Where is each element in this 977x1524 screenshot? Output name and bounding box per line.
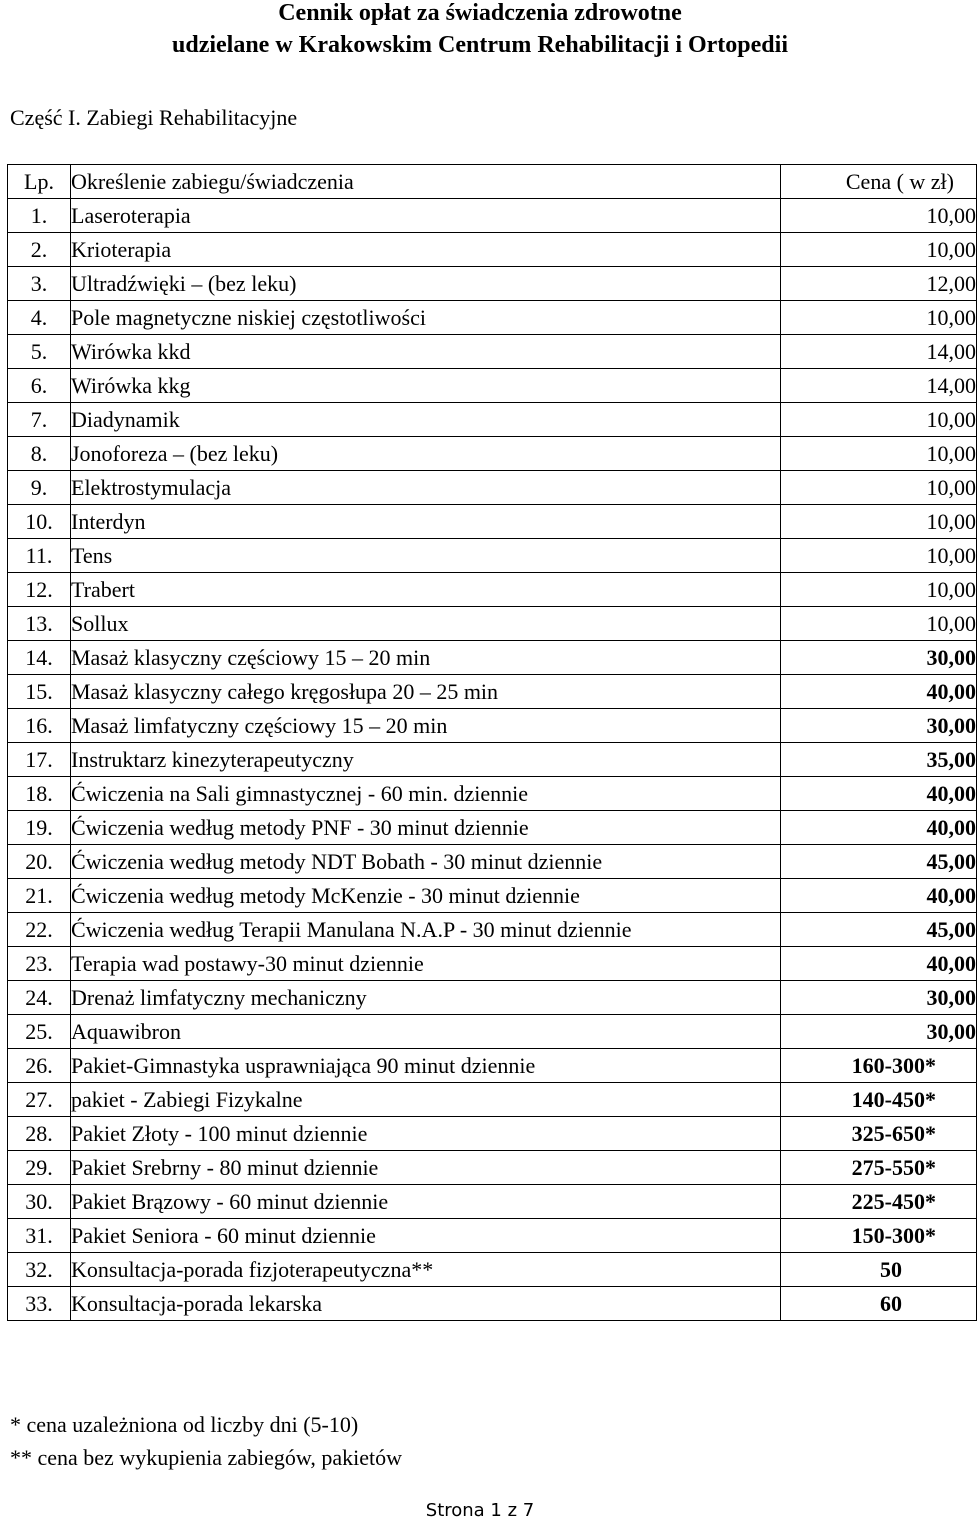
service-price: 40,00 [781,675,977,709]
table-row [8,845,977,879]
row-number: 17. [8,743,71,777]
service-name: Ćwiczenia według metody NDT Bobath - 30 minut dziennie [71,845,781,879]
table-row [8,1015,977,1049]
service-name: Masaż klasyczny częściowy 15 – 20 min [71,641,781,675]
service-name: pakiet - Zabiegi Fizykalne [71,1083,781,1117]
table-row [8,1185,977,1219]
service-name: Drenaż limfatyczny mechaniczny [71,981,781,1015]
service-price: 12,00 [781,267,977,301]
service-price: 35,00 [781,743,977,777]
service-name: Diadynamik [71,403,781,437]
service-name: Pakiet Złoty - 100 minut dziennie [71,1117,781,1151]
footnote-double-asterisk: ** cena bez wykupienia zabiegów, pakietów [10,1445,402,1470]
service-name: Trabert [71,573,781,607]
service-name: Ćwiczenia według metody PNF - 30 minut dziennie [71,811,781,845]
service-name: Aquawibron [71,1015,781,1049]
table-row [8,573,977,607]
row-number: 10. [8,505,71,539]
table-row [8,1287,977,1321]
row-number: 14. [8,641,71,675]
row-number: 33. [8,1287,71,1321]
service-price: 30,00 [781,981,977,1015]
service-price: 45,00 [781,913,977,947]
price-table [7,164,977,1321]
service-price: 10,00 [781,573,977,607]
service-name: Konsultacja-porada lekarska [71,1287,781,1321]
table-row [8,199,977,233]
row-number: 21. [8,879,71,913]
service-price: 40,00 [781,947,977,981]
service-name: Pole magnetyczne niskiej częstotliwości [71,301,781,335]
document-title-line-1: Cennik opłat za świadczenia zdrowotne [278,0,682,26]
table-row [8,471,977,505]
header-lp: Lp. [8,165,71,199]
table-row [8,1049,977,1083]
row-number: 23. [8,947,71,981]
service-price: 10,00 [781,471,977,505]
service-name: Ćwiczenia według metody McKenzie - 30 minut dziennie [71,879,781,913]
row-number: 3. [8,267,71,301]
row-number: 1. [8,199,71,233]
table-row [8,981,977,1015]
service-name: Terapia wad postawy-30 minut dziennie [71,947,781,981]
service-name: Sollux [71,607,781,641]
service-name: Tens [71,539,781,573]
service-name: Interdyn [71,505,781,539]
table-row [8,811,977,845]
table-row [8,675,977,709]
row-number: 24. [8,981,71,1015]
table-row [8,743,977,777]
row-number: 16. [8,709,71,743]
service-price: 10,00 [781,301,977,335]
service-price: 10,00 [781,233,977,267]
row-number: 28. [8,1117,71,1151]
service-name: Pakiet Seniora - 60 minut dziennie [71,1219,781,1253]
table-row [8,879,977,913]
row-number: 25. [8,1015,71,1049]
row-number: 12. [8,573,71,607]
table-row [8,267,977,301]
table-row [8,709,977,743]
service-name: Ćwiczenia na Sali gimnastycznej - 60 min. dziennie [71,777,781,811]
service-name: Krioterapia [71,233,781,267]
table-row [8,505,977,539]
table-row [8,1253,977,1287]
table-row [8,1219,977,1253]
row-number: 30. [8,1185,71,1219]
service-price: 325-650* [781,1117,977,1151]
row-number: 29. [8,1151,71,1185]
service-name: Pakiet-Gimnastyka usprawniająca 90 minut dziennie [71,1049,781,1083]
document-title-line-2: udzielane w Krakowskim Centrum Rehabilitacji i Ortopedii [172,32,788,58]
service-name: Jonoforeza – (bez leku) [71,437,781,471]
table-row [8,1151,977,1185]
service-price: 160-300* [781,1049,977,1083]
row-number: 31. [8,1219,71,1253]
service-price: 30,00 [781,641,977,675]
service-name: Pakiet Brązowy - 60 minut dziennie [71,1185,781,1219]
table-row [8,641,977,675]
service-name: Elektrostymulacja [71,471,781,505]
header-price: Cena ( w zł) [781,165,977,199]
table-header-row [8,165,977,199]
row-number: 32. [8,1253,71,1287]
service-name: Laseroterapia [71,199,781,233]
section-heading: Część I. Zabiegi Rehabilitacyjne [10,105,298,130]
row-number: 4. [8,301,71,335]
service-price: 10,00 [781,539,977,573]
service-price: 50 [781,1253,977,1287]
table-row [8,607,977,641]
row-number: 15. [8,675,71,709]
table-row [8,403,977,437]
row-number: 6. [8,369,71,403]
service-price: 10,00 [781,607,977,641]
service-price: 30,00 [781,709,977,743]
table-row [8,947,977,981]
table-row [8,233,977,267]
row-number: 20. [8,845,71,879]
service-price: 40,00 [781,879,977,913]
footnote-single-asterisk: * cena uzależniona od liczby dni (5-10) [10,1412,359,1437]
row-number: 26. [8,1049,71,1083]
service-price: 45,00 [781,845,977,879]
service-name: Instruktarz kinezyterapeutyczny [71,743,781,777]
service-price: 60 [781,1287,977,1321]
row-number: 9. [8,471,71,505]
row-number: 27. [8,1083,71,1117]
table-row [8,913,977,947]
row-number: 5. [8,335,71,369]
table-row [8,1083,977,1117]
table-row [8,335,977,369]
table-row [8,1117,977,1151]
table-row [8,301,977,335]
service-name: Ultradźwięki – (bez leku) [71,267,781,301]
service-price: 140-450* [781,1083,977,1117]
row-number: 22. [8,913,71,947]
service-name: Masaż klasyczny całego kręgosłupa 20 – 25 min [71,675,781,709]
table-row [8,539,977,573]
row-number: 19. [8,811,71,845]
service-price: 275-550* [781,1151,977,1185]
service-price: 40,00 [781,777,977,811]
service-price: 150-300* [781,1219,977,1253]
service-price: 10,00 [781,437,977,471]
service-name: Pakiet Srebrny - 80 minut dziennie [71,1151,781,1185]
service-name: Wirówka kkd [71,335,781,369]
row-number: 2. [8,233,71,267]
service-name: Konsultacja-porada fizjoterapeutyczna** [71,1253,781,1287]
service-price: 40,00 [781,811,977,845]
table-row [8,437,977,471]
row-number: 13. [8,607,71,641]
service-price: 10,00 [781,403,977,437]
service-price: 14,00 [781,369,977,403]
service-price: 30,00 [781,1015,977,1049]
service-price: 225-450* [781,1185,977,1219]
row-number: 7. [8,403,71,437]
service-price: 10,00 [781,505,977,539]
header-name: Określenie zabiegu/świadczenia [71,165,781,199]
service-name: Ćwiczenia według Terapii Manulana N.A.P - 30 minut dziennie [71,913,781,947]
service-price: 14,00 [781,335,977,369]
page-number: Strona 1 z 7 [425,1500,535,1521]
row-number: 8. [8,437,71,471]
service-price: 10,00 [781,199,977,233]
table-row [8,777,977,811]
row-number: 11. [8,539,71,573]
service-name: Wirówka kkg [71,369,781,403]
row-number: 18. [8,777,71,811]
table-row [8,369,977,403]
service-name: Masaż limfatyczny częściowy 15 – 20 min [71,709,781,743]
